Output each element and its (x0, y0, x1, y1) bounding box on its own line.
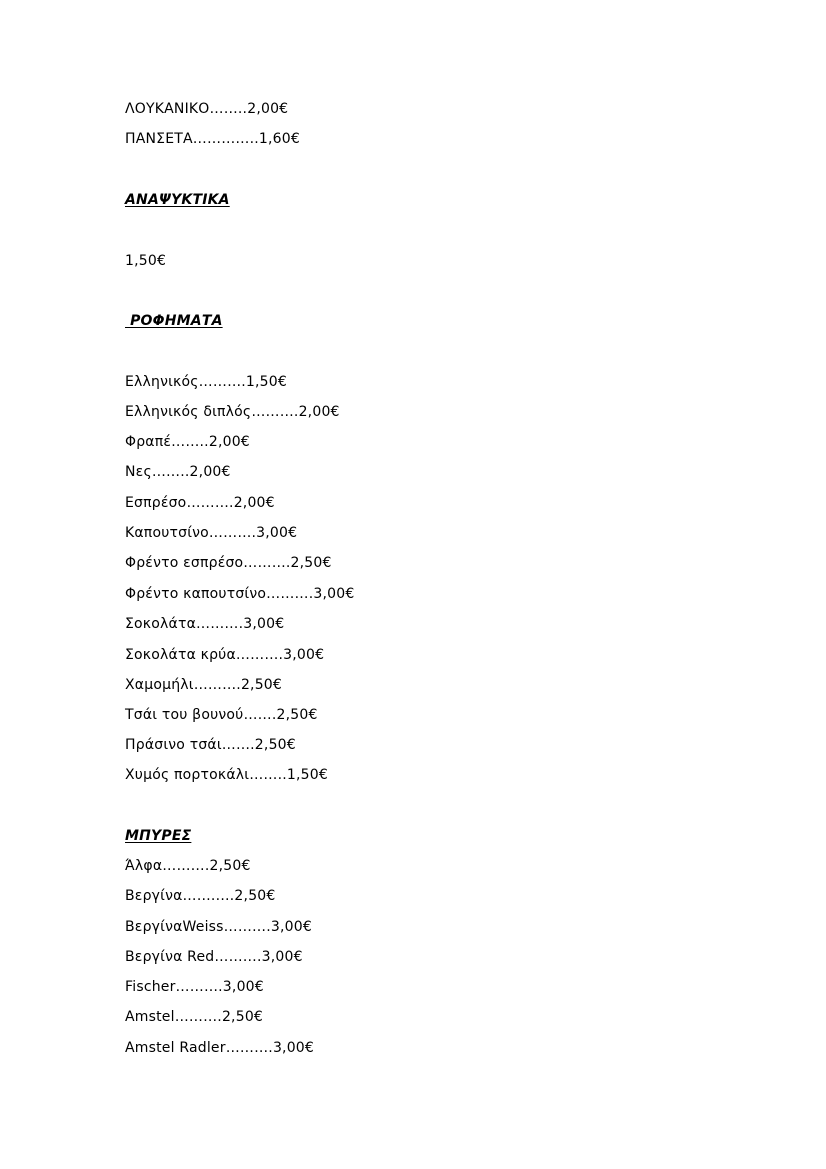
menu-item-ellinikos: Ελληνικός……….1,50€ (125, 374, 288, 390)
menu-item-cappuccino: Καπουτσίνο……….3,00€ (125, 525, 298, 541)
menu-item-amstel: Amstel……….2,50€ (125, 1009, 264, 1025)
menu-item-sokolata-krya: Σοκολάτα κρύα……….3,00€ (125, 647, 325, 663)
menu-item-sokolata: Σοκολάτα……….3,00€ (125, 616, 285, 632)
section-heading-anapsyktika: ΑΝΑΨΥΚΤΙΚΑ (125, 192, 230, 208)
menu-item-loukaniko: ΛΟΥΚΑΝΙΚΟ……..2,00€ (125, 101, 289, 117)
menu-item-chamomili: Χαμομήλι……….2,50€ (125, 677, 283, 693)
menu-item-ellinikos-diplos: Ελληνικός διπλός……….2,00€ (125, 404, 340, 420)
section-heading-mpyres: ΜΠΥΡΕΣ (125, 828, 192, 844)
menu-item-vergina: Βεργίνα……..…2,50€ (125, 888, 276, 904)
menu-item-panseta: ΠΑΝΣΕΤΑ…………..1,60€ (125, 131, 300, 147)
menu-item-alfa: Άλφα……….2,50€ (125, 858, 251, 874)
menu-item-nes: Νες……..2,00€ (125, 464, 231, 480)
menu-item-freddo-cappuccino: Φρέντο καπουτσίνο……….3,00€ (125, 586, 355, 602)
menu-item-vergina-red: Βεργίνα Red……….3,00€ (125, 949, 303, 965)
menu-item-anapsyktika-price: 1,50€ (125, 253, 167, 269)
section-heading-rofimata: ΡΟΦΗΜΑΤΑ (125, 313, 223, 329)
menu-item-prasino-tsai: Πράσινο τσάι…….2,50€ (125, 737, 296, 753)
menu-item-vergina-weiss: ΒεργίναWeiss……….3,00€ (125, 919, 312, 935)
menu-item-amstel-radler: Amstel Radler……….3,00€ (125, 1040, 315, 1056)
menu-item-tsai-vounou: Τσάι του βουνού…….2,50€ (125, 707, 318, 723)
menu-item-freddo-espresso: Φρέντο εσπρέσο……….2,50€ (125, 555, 332, 571)
menu-item-fischer: Fischer……….3,00€ (125, 979, 264, 995)
menu-item-chymos-portokali: Χυμός πορτοκάλι……..1,50€ (125, 767, 328, 783)
menu-item-espresso: Εσπρέσο……….2,00€ (125, 495, 275, 511)
menu-item-frape: Φραπέ……..2,00€ (125, 434, 250, 450)
